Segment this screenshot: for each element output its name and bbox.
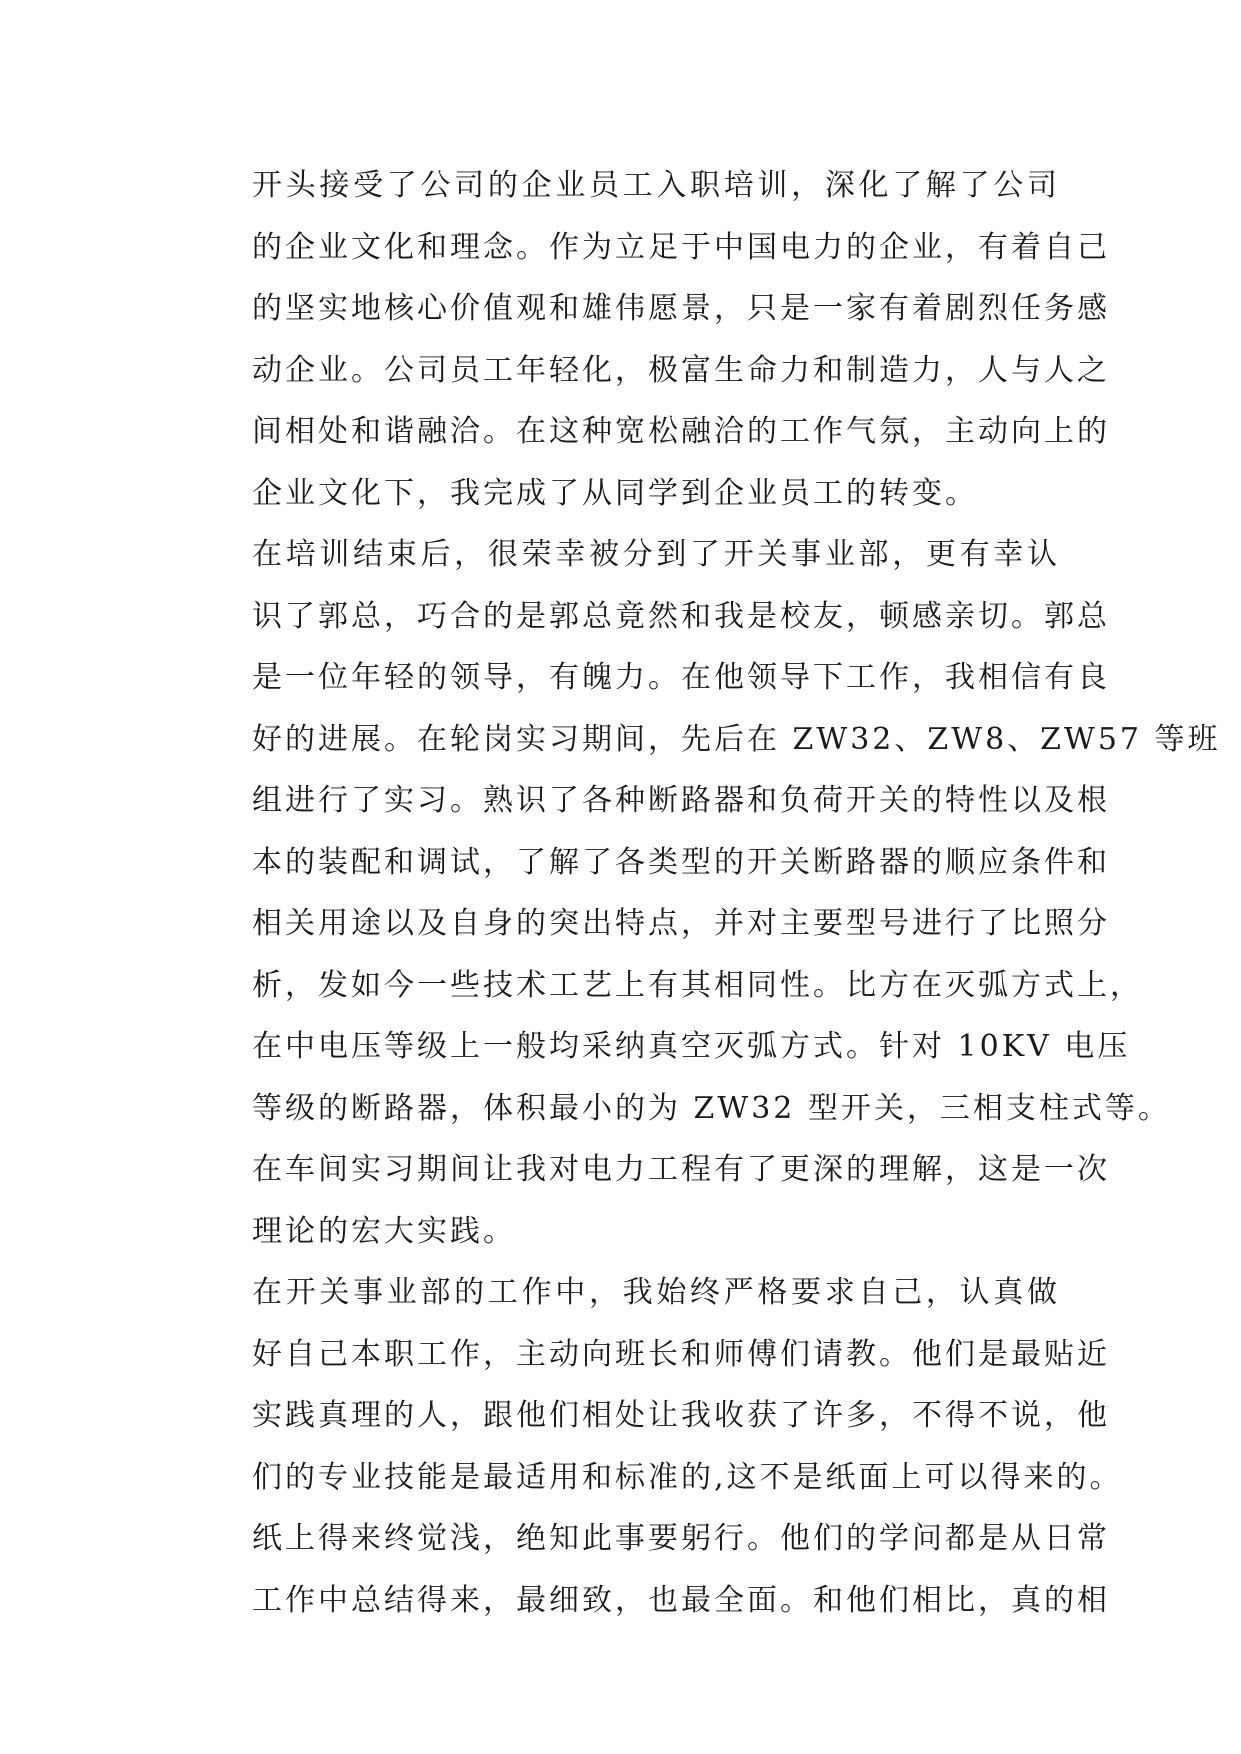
text-line: 好的进展。在轮岗实习期间，先后在 ZW32、ZW8、ZW57 等班 [252,721,1221,757]
text-line: 识了郭总，巧合的是郭总竟然和我是校友，顿感亲切。郭总 [252,598,1110,634]
text-line: 相关用途以及自身的突出特点，并对主要型号进行了比照分 [252,906,1110,941]
text-line: 们的专业技能是最适用和标准的,这不是纸面上可以得来的。 [252,1459,1123,1495]
text-line: 本的装配和调试，了解了各类型的开关断路器的顺应条件和 [252,844,1110,880]
text-line: 的坚实地核心价值观和雄伟愿景，只是一家有着剧烈任务感 [252,291,1110,326]
text-line: 间相处和谐融洽。在这种宽松融洽的工作气氛，主动向上的 [252,414,1110,449]
text-line: 在培训结束后，很荣幸被分到了开关事业部，更有幸认 [252,537,1060,572]
paragraph-1 [190,155,1110,524]
text-line: 析，发如今一些技术工艺上有其相同性。比方在灭弧方式上， [252,967,1143,1003]
text-line: 实践真理的人，跟他们相处让我收获了许多，不得不说，他 [252,1398,1110,1433]
text-line: 的企业文化和理念。作为立足于中国电力的企业，有着自己 [252,229,1110,265]
text-line: 纸上得来终觉浅，绝知此事要躬行。他们的学问都是从日常 [252,1521,1110,1556]
text-line: 理论的宏大实践。 [252,1213,516,1249]
text-line: 在开关事业部的工作中，我始终严格要求自己，认真做 [252,1275,1060,1310]
text-line: 好自己本职工作，主动向班长和师傅们请教。他们是最贴近 [252,1336,1110,1372]
text-line: 工作中总结得来，最细致，也最全面。和他们相比，真的相 [252,1582,1110,1618]
text-line: 开头接受了公司的企业员工入职培训，深化了解了公司 [252,168,1060,203]
text-line: 动企业。公司员工年轻化，极富生命力和制造力，人与人之 [252,352,1110,388]
text-line: 等级的断路器，体积最小的为 ZW32 型开关，三相支柱式等。 [252,1090,1171,1126]
text-line: 企业文化下，我完成了从同学到企业员工的转变。 [252,475,978,511]
text-line: 在中电压等级上一般均采纳真空灭弧方式。针对 10KV 电压 [252,1029,1131,1064]
paragraph-2 [190,524,1221,1262]
text-line: 组进行了实习。熟识了各种断路器和负荷开关的特性以及根 [252,783,1110,818]
document-page [190,155,1221,1631]
text-line: 在车间实习期间让我对电力工程有了更深的理解，这是一次 [252,1152,1110,1187]
paragraph-3 [190,1262,1123,1631]
text-line: 是一位年轻的领导，有魄力。在他领导下工作，我相信有良 [252,660,1110,695]
